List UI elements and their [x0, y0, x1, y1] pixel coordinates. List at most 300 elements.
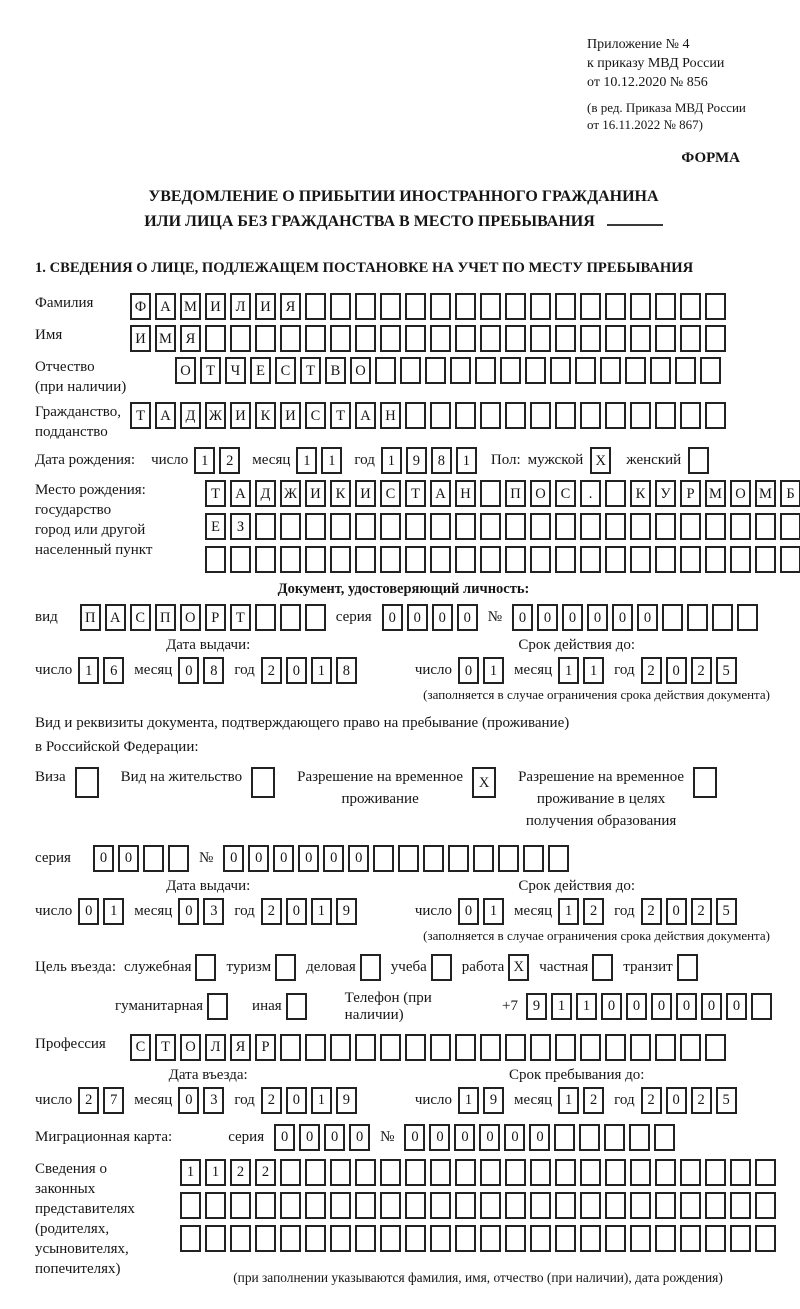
- char-cell[interactable]: [655, 1225, 676, 1252]
- char-cell[interactable]: [480, 325, 501, 352]
- char-cell[interactable]: [705, 1192, 726, 1219]
- char-cell[interactable]: О: [180, 604, 201, 631]
- char-cell[interactable]: [575, 357, 596, 384]
- char-cell[interactable]: [730, 513, 751, 540]
- char-cell[interactable]: [555, 293, 576, 320]
- char-cell[interactable]: [480, 513, 501, 540]
- char-cell[interactable]: [730, 1192, 751, 1219]
- char-cell[interactable]: [480, 1225, 501, 1252]
- char-cell[interactable]: [523, 845, 544, 872]
- char-cell[interactable]: [630, 546, 651, 573]
- char-cell[interactable]: 0: [726, 993, 747, 1020]
- char-cell[interactable]: [455, 1034, 476, 1061]
- char-cell[interactable]: 1: [458, 1087, 479, 1114]
- char-cell[interactable]: 0: [323, 845, 344, 872]
- temp-residence-education-checkbox[interactable]: [693, 767, 717, 798]
- char-cell[interactable]: П: [80, 604, 101, 631]
- char-cell[interactable]: [730, 1225, 751, 1252]
- char-cell[interactable]: [655, 546, 676, 573]
- char-cell[interactable]: С: [275, 357, 296, 384]
- temp-residence-checkbox[interactable]: X: [472, 767, 496, 798]
- char-cell[interactable]: 0: [349, 1124, 370, 1151]
- char-cell[interactable]: 1: [311, 898, 332, 925]
- char-cell[interactable]: [455, 546, 476, 573]
- char-cell[interactable]: [780, 546, 800, 573]
- char-cell[interactable]: [625, 357, 646, 384]
- char-cell[interactable]: Я: [230, 1034, 251, 1061]
- char-cell[interactable]: [423, 845, 444, 872]
- char-cell[interactable]: [255, 1225, 276, 1252]
- char-cell[interactable]: [680, 325, 701, 352]
- char-cell[interactable]: [630, 402, 651, 429]
- char-cell[interactable]: [430, 1034, 451, 1061]
- char-cell[interactable]: 8: [336, 657, 357, 684]
- char-cell[interactable]: [305, 546, 326, 573]
- char-cell[interactable]: [355, 513, 376, 540]
- char-cell[interactable]: [525, 357, 546, 384]
- char-cell[interactable]: О: [175, 357, 196, 384]
- char-cell[interactable]: [305, 1225, 326, 1252]
- char-cell[interactable]: [380, 546, 401, 573]
- char-cell[interactable]: [751, 993, 772, 1020]
- transit-checkbox[interactable]: [677, 954, 698, 981]
- char-cell[interactable]: [305, 604, 326, 631]
- char-cell[interactable]: [700, 357, 721, 384]
- char-cell[interactable]: 9: [336, 1087, 357, 1114]
- char-cell[interactable]: [505, 513, 526, 540]
- char-cell[interactable]: 2: [641, 898, 662, 925]
- char-cell[interactable]: Т: [205, 480, 226, 507]
- char-cell[interactable]: [555, 1225, 576, 1252]
- char-cell[interactable]: Н: [455, 480, 476, 507]
- char-cell[interactable]: [605, 1225, 626, 1252]
- char-cell[interactable]: [405, 1034, 426, 1061]
- char-cell[interactable]: [555, 402, 576, 429]
- male-checkbox[interactable]: X: [590, 447, 611, 474]
- char-cell[interactable]: 0: [562, 604, 583, 631]
- char-cell[interactable]: [498, 845, 519, 872]
- char-cell[interactable]: [475, 357, 496, 384]
- char-cell[interactable]: [555, 1192, 576, 1219]
- char-cell[interactable]: [230, 546, 251, 573]
- char-cell[interactable]: [380, 513, 401, 540]
- char-cell[interactable]: 0: [248, 845, 269, 872]
- char-cell[interactable]: [230, 1225, 251, 1252]
- char-cell[interactable]: 0: [537, 604, 558, 631]
- char-cell[interactable]: [280, 325, 301, 352]
- char-cell[interactable]: [680, 1034, 701, 1061]
- char-cell[interactable]: 5: [716, 1087, 737, 1114]
- char-cell[interactable]: И: [130, 325, 151, 352]
- char-cell[interactable]: [430, 1192, 451, 1219]
- char-cell[interactable]: [330, 1034, 351, 1061]
- char-cell[interactable]: 1: [194, 447, 215, 474]
- char-cell[interactable]: 0: [458, 657, 479, 684]
- char-cell[interactable]: [530, 1192, 551, 1219]
- char-cell[interactable]: [305, 1192, 326, 1219]
- char-cell[interactable]: [375, 357, 396, 384]
- char-cell[interactable]: 1: [576, 993, 597, 1020]
- char-cell[interactable]: [430, 1225, 451, 1252]
- char-cell[interactable]: [255, 546, 276, 573]
- char-cell[interactable]: Л: [230, 293, 251, 320]
- char-cell[interactable]: [480, 402, 501, 429]
- char-cell[interactable]: 7: [103, 1087, 124, 1114]
- char-cell[interactable]: С: [130, 1034, 151, 1061]
- char-cell[interactable]: [605, 1192, 626, 1219]
- char-cell[interactable]: [505, 1034, 526, 1061]
- char-cell[interactable]: 0: [118, 845, 139, 872]
- char-cell[interactable]: [430, 293, 451, 320]
- char-cell[interactable]: И: [305, 480, 326, 507]
- char-cell[interactable]: [605, 513, 626, 540]
- char-cell[interactable]: 1: [483, 657, 504, 684]
- char-cell[interactable]: Д: [180, 402, 201, 429]
- char-cell[interactable]: 0: [512, 604, 533, 631]
- char-cell[interactable]: [505, 402, 526, 429]
- char-cell[interactable]: [455, 402, 476, 429]
- char-cell[interactable]: К: [255, 402, 276, 429]
- char-cell[interactable]: [205, 325, 226, 352]
- char-cell[interactable]: 0: [504, 1124, 525, 1151]
- char-cell[interactable]: [430, 546, 451, 573]
- char-cell[interactable]: [430, 513, 451, 540]
- char-cell[interactable]: 0: [178, 657, 199, 684]
- char-cell[interactable]: [550, 357, 571, 384]
- char-cell[interactable]: А: [155, 293, 176, 320]
- char-cell[interactable]: [255, 1192, 276, 1219]
- char-cell[interactable]: [755, 513, 776, 540]
- char-cell[interactable]: [330, 325, 351, 352]
- char-cell[interactable]: [450, 357, 471, 384]
- char-cell[interactable]: 1: [321, 447, 342, 474]
- char-cell[interactable]: О: [180, 1034, 201, 1061]
- char-cell[interactable]: [405, 513, 426, 540]
- char-cell[interactable]: И: [205, 293, 226, 320]
- char-cell[interactable]: Р: [205, 604, 226, 631]
- char-cell[interactable]: 0: [666, 657, 687, 684]
- char-cell[interactable]: 0: [676, 993, 697, 1020]
- char-cell[interactable]: [380, 1034, 401, 1061]
- visa-checkbox[interactable]: [75, 767, 99, 798]
- char-cell[interactable]: 0: [286, 898, 307, 925]
- char-cell[interactable]: 2: [691, 898, 712, 925]
- char-cell[interactable]: 1: [311, 657, 332, 684]
- char-cell[interactable]: [737, 604, 758, 631]
- char-cell[interactable]: [330, 513, 351, 540]
- char-cell[interactable]: [455, 1225, 476, 1252]
- char-cell[interactable]: 1: [558, 898, 579, 925]
- char-cell[interactable]: [530, 325, 551, 352]
- char-cell[interactable]: [205, 1192, 226, 1219]
- char-cell[interactable]: [180, 1225, 201, 1252]
- char-cell[interactable]: [580, 293, 601, 320]
- char-cell[interactable]: 1: [583, 657, 604, 684]
- char-cell[interactable]: 0: [286, 657, 307, 684]
- char-cell[interactable]: Т: [230, 604, 251, 631]
- char-cell[interactable]: 9: [526, 993, 547, 1020]
- char-cell[interactable]: [305, 325, 326, 352]
- char-cell[interactable]: 0: [274, 1124, 295, 1151]
- char-cell[interactable]: [305, 1034, 326, 1061]
- char-cell[interactable]: [630, 1192, 651, 1219]
- char-cell[interactable]: [180, 1192, 201, 1219]
- char-cell[interactable]: К: [330, 480, 351, 507]
- char-cell[interactable]: [355, 325, 376, 352]
- char-cell[interactable]: [705, 546, 726, 573]
- char-cell[interactable]: [280, 513, 301, 540]
- char-cell[interactable]: 0: [651, 993, 672, 1020]
- char-cell[interactable]: С: [555, 480, 576, 507]
- char-cell[interactable]: [448, 845, 469, 872]
- char-cell[interactable]: Ж: [205, 402, 226, 429]
- char-cell[interactable]: [655, 402, 676, 429]
- char-cell[interactable]: [405, 546, 426, 573]
- char-cell[interactable]: 1: [551, 993, 572, 1020]
- char-cell[interactable]: 0: [701, 993, 722, 1020]
- char-cell[interactable]: [280, 1192, 301, 1219]
- char-cell[interactable]: [554, 1124, 575, 1151]
- char-cell[interactable]: 0: [612, 604, 633, 631]
- char-cell[interactable]: [755, 1192, 776, 1219]
- char-cell[interactable]: 5: [716, 657, 737, 684]
- char-cell[interactable]: [530, 513, 551, 540]
- char-cell[interactable]: [400, 357, 421, 384]
- char-cell[interactable]: 0: [382, 604, 403, 631]
- char-cell[interactable]: [355, 1192, 376, 1219]
- char-cell[interactable]: [380, 293, 401, 320]
- char-cell[interactable]: [373, 845, 394, 872]
- char-cell[interactable]: 2: [583, 1087, 604, 1114]
- char-cell[interactable]: 0: [404, 1124, 425, 1151]
- char-cell[interactable]: [605, 293, 626, 320]
- char-cell[interactable]: [505, 1225, 526, 1252]
- char-cell[interactable]: [680, 546, 701, 573]
- char-cell[interactable]: 1: [103, 898, 124, 925]
- tourism-checkbox[interactable]: [275, 954, 296, 981]
- char-cell[interactable]: [480, 1034, 501, 1061]
- char-cell[interactable]: [680, 1192, 701, 1219]
- char-cell[interactable]: 3: [203, 1087, 224, 1114]
- char-cell[interactable]: 1: [311, 1087, 332, 1114]
- char-cell[interactable]: [530, 1225, 551, 1252]
- char-cell[interactable]: 2: [691, 657, 712, 684]
- char-cell[interactable]: [500, 357, 521, 384]
- char-cell[interactable]: [405, 402, 426, 429]
- char-cell[interactable]: [655, 1192, 676, 1219]
- char-cell[interactable]: [143, 845, 164, 872]
- char-cell[interactable]: [605, 402, 626, 429]
- char-cell[interactable]: Е: [250, 357, 271, 384]
- char-cell[interactable]: 0: [429, 1124, 450, 1151]
- char-cell[interactable]: [580, 402, 601, 429]
- char-cell[interactable]: Ф: [130, 293, 151, 320]
- char-cell[interactable]: [680, 513, 701, 540]
- char-cell[interactable]: [430, 402, 451, 429]
- char-cell[interactable]: Н: [380, 402, 401, 429]
- char-cell[interactable]: 0: [298, 845, 319, 872]
- char-cell[interactable]: 0: [178, 1087, 199, 1114]
- char-cell[interactable]: [630, 1034, 651, 1061]
- char-cell[interactable]: А: [105, 604, 126, 631]
- char-cell[interactable]: [755, 1225, 776, 1252]
- char-cell[interactable]: [355, 546, 376, 573]
- char-cell[interactable]: Р: [680, 480, 701, 507]
- char-cell[interactable]: М: [755, 480, 776, 507]
- char-cell[interactable]: А: [230, 480, 251, 507]
- char-cell[interactable]: [712, 604, 733, 631]
- char-cell[interactable]: [555, 1034, 576, 1061]
- char-cell[interactable]: И: [355, 480, 376, 507]
- char-cell[interactable]: [405, 1225, 426, 1252]
- char-cell[interactable]: С: [380, 480, 401, 507]
- work-checkbox[interactable]: X: [508, 954, 529, 981]
- char-cell[interactable]: Я: [280, 293, 301, 320]
- char-cell[interactable]: 0: [529, 1124, 550, 1151]
- char-cell[interactable]: [205, 546, 226, 573]
- char-cell[interactable]: 2: [691, 1087, 712, 1114]
- char-cell[interactable]: Т: [130, 402, 151, 429]
- char-cell[interactable]: 0: [454, 1124, 475, 1151]
- char-cell[interactable]: [355, 293, 376, 320]
- char-cell[interactable]: [455, 513, 476, 540]
- char-cell[interactable]: М: [705, 480, 726, 507]
- char-cell[interactable]: [305, 293, 326, 320]
- char-cell[interactable]: И: [255, 293, 276, 320]
- char-cell[interactable]: [655, 293, 676, 320]
- char-cell[interactable]: 0: [432, 604, 453, 631]
- char-cell[interactable]: Т: [330, 402, 351, 429]
- char-cell[interactable]: [780, 513, 800, 540]
- char-cell[interactable]: 0: [626, 993, 647, 1020]
- study-checkbox[interactable]: [431, 954, 452, 981]
- char-cell[interactable]: 3: [203, 898, 224, 925]
- char-cell[interactable]: Т: [200, 357, 221, 384]
- char-cell[interactable]: 1: [483, 898, 504, 925]
- char-cell[interactable]: 2: [261, 1087, 282, 1114]
- char-cell[interactable]: С: [305, 402, 326, 429]
- char-cell[interactable]: 2: [261, 657, 282, 684]
- char-cell[interactable]: [398, 845, 419, 872]
- char-cell[interactable]: 8: [431, 447, 452, 474]
- char-cell[interactable]: Е: [205, 513, 226, 540]
- char-cell[interactable]: 0: [457, 604, 478, 631]
- char-cell[interactable]: [280, 1034, 301, 1061]
- char-cell[interactable]: [455, 325, 476, 352]
- char-cell[interactable]: 0: [286, 1087, 307, 1114]
- char-cell[interactable]: П: [155, 604, 176, 631]
- char-cell[interactable]: 1: [78, 657, 99, 684]
- char-cell[interactable]: [655, 1034, 676, 1061]
- char-cell[interactable]: Ж: [280, 480, 301, 507]
- char-cell[interactable]: О: [350, 357, 371, 384]
- char-cell[interactable]: 0: [587, 604, 608, 631]
- char-cell[interactable]: [662, 604, 683, 631]
- char-cell[interactable]: 1: [296, 447, 317, 474]
- char-cell[interactable]: [168, 845, 189, 872]
- char-cell[interactable]: [605, 325, 626, 352]
- char-cell[interactable]: Т: [300, 357, 321, 384]
- char-cell[interactable]: [255, 604, 276, 631]
- char-cell[interactable]: М: [180, 293, 201, 320]
- char-cell[interactable]: [425, 357, 446, 384]
- char-cell[interactable]: [405, 293, 426, 320]
- char-cell[interactable]: 1: [558, 657, 579, 684]
- char-cell[interactable]: [480, 546, 501, 573]
- char-cell[interactable]: [705, 513, 726, 540]
- char-cell[interactable]: [355, 1225, 376, 1252]
- char-cell[interactable]: [580, 1034, 601, 1061]
- char-cell[interactable]: [630, 513, 651, 540]
- char-cell[interactable]: 0: [324, 1124, 345, 1151]
- char-cell[interactable]: [480, 293, 501, 320]
- char-cell[interactable]: [548, 845, 569, 872]
- char-cell[interactable]: [650, 357, 671, 384]
- char-cell[interactable]: [680, 1225, 701, 1252]
- char-cell[interactable]: [730, 546, 751, 573]
- char-cell[interactable]: [629, 1124, 650, 1151]
- char-cell[interactable]: [600, 357, 621, 384]
- char-cell[interactable]: 9: [406, 447, 427, 474]
- char-cell[interactable]: [330, 293, 351, 320]
- char-cell[interactable]: [330, 546, 351, 573]
- char-cell[interactable]: 1: [180, 1159, 201, 1186]
- char-cell[interactable]: [305, 513, 326, 540]
- char-cell[interactable]: 0: [666, 1087, 687, 1114]
- private-checkbox[interactable]: [592, 954, 613, 981]
- char-cell[interactable]: 0: [93, 845, 114, 872]
- residence-permit-checkbox[interactable]: [251, 767, 275, 798]
- char-cell[interactable]: 8: [203, 657, 224, 684]
- char-cell[interactable]: 0: [458, 898, 479, 925]
- char-cell[interactable]: 0: [479, 1124, 500, 1151]
- char-cell[interactable]: 1: [381, 447, 402, 474]
- char-cell[interactable]: 2: [583, 898, 604, 925]
- char-cell[interactable]: [280, 546, 301, 573]
- char-cell[interactable]: [380, 325, 401, 352]
- char-cell[interactable]: 6: [103, 657, 124, 684]
- char-cell[interactable]: 2: [78, 1087, 99, 1114]
- char-cell[interactable]: 5: [716, 898, 737, 925]
- char-cell[interactable]: [630, 325, 651, 352]
- char-cell[interactable]: [205, 1225, 226, 1252]
- char-cell[interactable]: 0: [601, 993, 622, 1020]
- official-checkbox[interactable]: [195, 954, 216, 981]
- char-cell[interactable]: [555, 325, 576, 352]
- char-cell[interactable]: О: [530, 480, 551, 507]
- char-cell[interactable]: Р: [255, 1034, 276, 1061]
- char-cell[interactable]: [455, 1192, 476, 1219]
- char-cell[interactable]: [605, 1034, 626, 1061]
- char-cell[interactable]: В: [325, 357, 346, 384]
- char-cell[interactable]: [530, 1034, 551, 1061]
- char-cell[interactable]: [380, 1192, 401, 1219]
- char-cell[interactable]: [505, 293, 526, 320]
- char-cell[interactable]: .: [580, 480, 601, 507]
- char-cell[interactable]: [255, 513, 276, 540]
- char-cell[interactable]: Л: [205, 1034, 226, 1061]
- char-cell[interactable]: [580, 325, 601, 352]
- char-cell[interactable]: [505, 325, 526, 352]
- char-cell[interactable]: [675, 357, 696, 384]
- char-cell[interactable]: [580, 1225, 601, 1252]
- char-cell[interactable]: [555, 513, 576, 540]
- char-cell[interactable]: 0: [223, 845, 244, 872]
- char-cell[interactable]: 0: [299, 1124, 320, 1151]
- char-cell[interactable]: [230, 325, 251, 352]
- char-cell[interactable]: 9: [483, 1087, 504, 1114]
- char-cell[interactable]: Д: [255, 480, 276, 507]
